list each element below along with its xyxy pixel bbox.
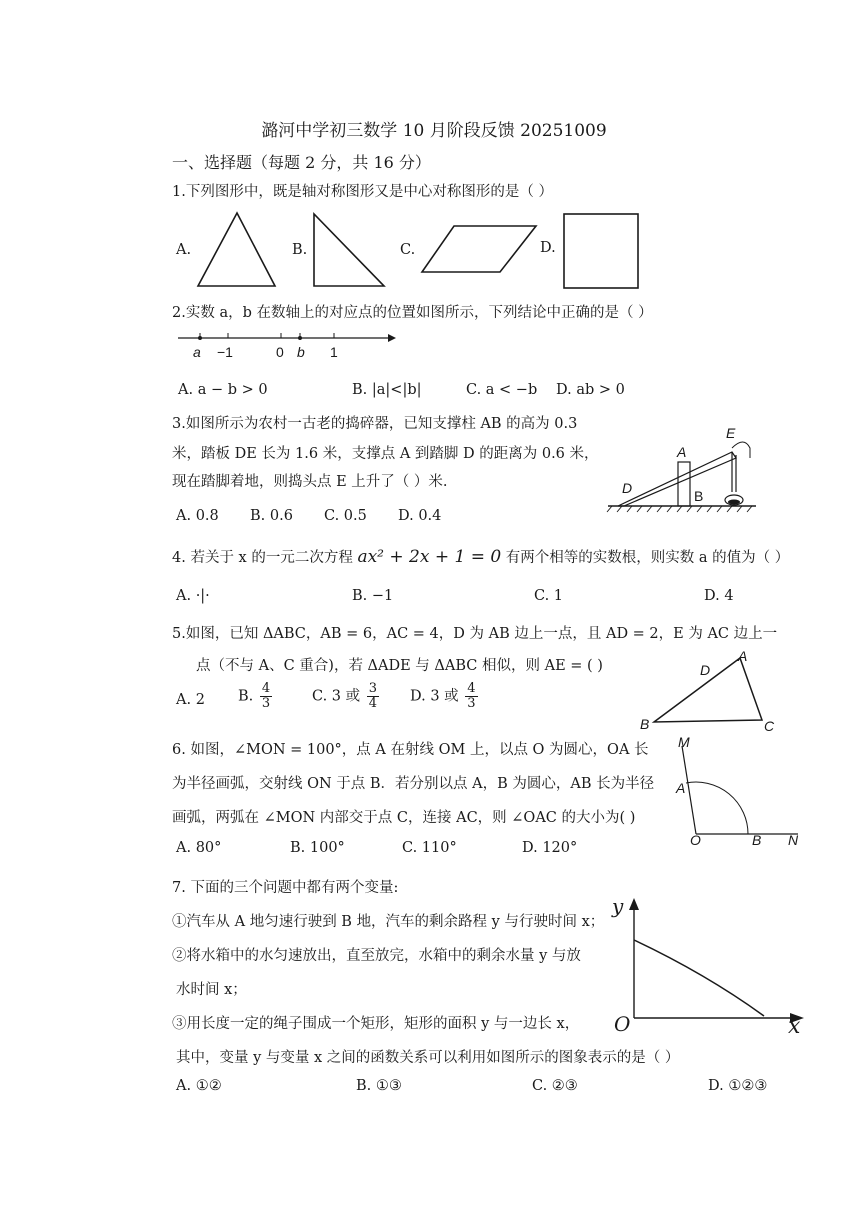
q6-line3: 画弧，两弧在 ∠MON 内部交于点 C，连接 AC，则 ∠OAC 的大小为( ) xyxy=(172,810,636,826)
q2-label-b: b xyxy=(297,344,305,360)
q6-label-o: O xyxy=(690,832,701,848)
q7-line3: ②将水箱中的水匀速放出，直至放完，水箱中的剩余水量 y 与放 xyxy=(172,948,581,964)
q6-line1: 6. 如图，∠MON = 100°，点 A 在射线 OM 上，以点 O 为圆心，OA 长 xyxy=(172,742,649,758)
q5-option-b-label: B. xyxy=(238,688,254,705)
q1-shape-square xyxy=(560,210,644,292)
q5-b-denominator: 3 xyxy=(261,696,271,711)
q5-option-b-fraction xyxy=(260,682,272,711)
q5-d-numerator: 4 xyxy=(467,681,476,696)
q3-label-b: B xyxy=(694,488,704,504)
q1-stem: 1.下列图形中，既是轴对称图形又是中心对称图形的是（ ） xyxy=(172,184,553,200)
q5-b-numerator: 4 xyxy=(261,681,271,696)
q3-line1: 3.如图所示为农村一古老的捣碎器，已知支撑柱 AB 的高为 0.3 xyxy=(172,416,578,432)
q3-line3: 现在踏脚着地，则捣头点 E 上升了（ ）米. xyxy=(172,474,448,490)
q5-option-a: A. 2 xyxy=(176,692,205,708)
q2-label-1: 1 xyxy=(330,344,338,360)
q5-option-c-label: C. 3 或 xyxy=(312,688,361,705)
q5-label-a: A xyxy=(738,648,748,664)
q7-option-b: B. ①③ xyxy=(356,1078,402,1094)
q5-c-denominator: 4 xyxy=(368,696,378,711)
section-heading: 一、选择题（每题 2 分，共 16 分） xyxy=(172,153,431,172)
q6-label-n: N xyxy=(788,832,799,848)
q7-label-y: y xyxy=(612,894,624,918)
q6-label-b: B xyxy=(752,832,762,848)
q2-stem: 2.实数 a，b 在数轴上的对应点的位置如图所示，下列结论中正确的是（ ） xyxy=(172,305,653,321)
q1-option-a: A. xyxy=(176,242,192,258)
q4-stem-end: 有两个相等的实数根，则实数 a 的值为（ ） xyxy=(505,550,790,566)
q1-shape-parallelogram xyxy=(418,222,540,276)
q1-shape-triangle-isosceles xyxy=(195,210,285,290)
q6-angle-figure xyxy=(678,740,802,840)
q1-option-d: D. xyxy=(540,240,556,256)
q1-option-c: C. xyxy=(400,242,416,258)
q4-option-d: D. 4 xyxy=(704,588,734,604)
q5-line2: 点（不与 A、C 重合)，若 ΔADE 与 ΔABC 相似，则 AE = ( ) xyxy=(196,658,603,674)
q3-label-e: E xyxy=(726,425,736,441)
q7-label-x: x xyxy=(788,1014,801,1039)
q3-option-b: B. 0.6 xyxy=(250,508,293,524)
q3-label-a: A xyxy=(677,444,687,460)
q7-line6: 其中，变量 y 与变量 x 之间的函数关系可以利用如图所示的图象表示的是（ ） xyxy=(176,1050,680,1066)
q6-option-a: A. 80° xyxy=(176,840,222,856)
q2-number-line xyxy=(176,328,396,364)
q5-option-d-label: D. 3 或 xyxy=(410,688,459,705)
q7-option-d: D. ①②③ xyxy=(708,1078,768,1094)
page-title: 潞河中学初三数学 10 月阶段反馈 20251009 xyxy=(261,121,607,141)
q2-option-a: A. a − b > 0 xyxy=(178,382,268,398)
q7-option-c: C. ②③ xyxy=(532,1078,578,1094)
q6-option-c: C. 110° xyxy=(402,840,457,856)
q5-label-b: B xyxy=(640,716,650,732)
q4-option-c: C. 1 xyxy=(534,588,564,604)
q7-line5: ③用长度一定的绳子围成一个矩形，矩形的面积 y 与一边长 x， xyxy=(172,1016,580,1032)
q4-option-b: B. −1 xyxy=(352,588,394,604)
q3-option-c: C. 0.5 xyxy=(324,508,367,524)
q5-option-b xyxy=(238,682,274,711)
q5-line1: 5.如图，已知 ΔABC，AB = 6，AC = 4，D 为 AB 边上一点，且 AD = 2，E 为 AC 边上一 xyxy=(172,626,778,642)
q7-function-graph xyxy=(626,898,806,1024)
q5-c-numerator: 3 xyxy=(368,681,378,696)
q7-line4: 水时间 x； xyxy=(176,982,247,998)
q4-stem-start: 4. 若关于 x 的一元二次方程 xyxy=(172,550,353,566)
q2-option-d: D. ab > 0 xyxy=(556,382,625,398)
q3-line2: 米，踏板 DE 长为 1.6 米，支撑点 A 到踏脚 D 的距离为 0.6 米， xyxy=(172,446,599,462)
q2-label-0: 0 xyxy=(276,344,284,360)
q6-label-a: A xyxy=(676,780,686,796)
q4-stem xyxy=(172,546,789,567)
q5-d-denominator: 3 xyxy=(467,696,476,711)
q6-option-b: B. 100° xyxy=(290,840,345,856)
q4-option-a: A. ·|· xyxy=(176,588,210,604)
q1-shape-triangle-right xyxy=(310,210,390,290)
q4-equation: ax² + 2x + 1 = 0 xyxy=(357,547,502,567)
q1-option-b: B. xyxy=(292,242,308,258)
q6-label-m: M xyxy=(678,734,690,750)
q7-line2: ①汽车从 A 地匀速行驶到 B 地，汽车的剩余路程 y 与行驶时间 x； xyxy=(172,914,605,930)
q3-pounder-figure xyxy=(604,422,760,514)
q5-option-d xyxy=(410,682,480,711)
q2-label-minus1: −1 xyxy=(217,344,233,360)
q5-option-c-fraction xyxy=(367,682,379,711)
q7-line1: 7. 下面的三个问题中都有两个变量: xyxy=(172,880,399,896)
q7-option-a: A. ①② xyxy=(176,1078,222,1094)
q5-option-d-fraction xyxy=(465,682,477,711)
q3-option-d: D. 0.4 xyxy=(398,508,442,524)
q6-line2: 为半径画弧，交射线 ON 于点 B．若分别以点 A，B 为圆心，AB 长为半径 xyxy=(172,776,655,792)
q2-option-b: B. |a|<|b| xyxy=(352,382,422,398)
q3-option-a: A. 0.8 xyxy=(176,508,219,524)
q3-label-d: D xyxy=(622,480,633,496)
q2-option-c: C. a < −b xyxy=(466,382,538,398)
q6-option-d: D. 120° xyxy=(522,840,578,856)
q5-label-d: D xyxy=(700,662,711,678)
q2-label-a: a xyxy=(193,344,201,360)
q5-option-c xyxy=(312,682,381,711)
q5-label-c: C xyxy=(764,718,775,734)
q7-label-o: O xyxy=(614,1012,631,1036)
